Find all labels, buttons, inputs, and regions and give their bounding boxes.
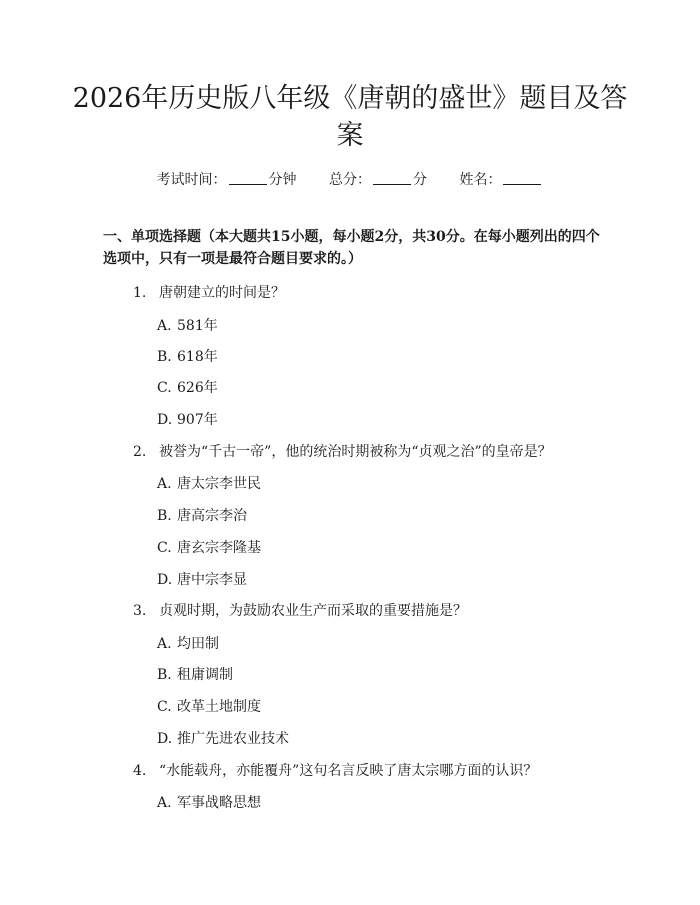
question-2-option-d: [157, 569, 247, 589]
question-2-option-c: [157, 537, 261, 557]
option-text: 均田制: [177, 636, 219, 652]
option-text: 改革土地制度: [177, 699, 261, 715]
question-1: [133, 282, 285, 302]
total-score-unit: 分: [413, 172, 427, 188]
option-letter: A.: [157, 318, 172, 334]
question-number: 2.: [133, 444, 147, 460]
total-score-label: 总分：: [329, 172, 371, 188]
option-text: 618年: [177, 349, 218, 365]
question-4: [133, 760, 537, 780]
option-letter: D.: [157, 731, 173, 747]
option-letter: D.: [157, 412, 173, 428]
question-number: 3.: [133, 603, 147, 619]
option-text: 626年: [177, 380, 218, 396]
option-text: 租庸调制: [177, 667, 233, 683]
question-text: 贞观时期，为鼓励农业生产而采取的重要措施是？: [159, 603, 467, 619]
option-text: 推广先进农业技术: [177, 731, 289, 747]
exam-time-field: [157, 172, 297, 188]
question-3: [133, 600, 467, 620]
option-letter: A.: [157, 476, 172, 492]
question-1-option-c: [157, 377, 218, 397]
question-2-option-a: [157, 473, 261, 493]
option-text: 907年: [177, 412, 218, 428]
option-text: 唐高宗李治: [177, 508, 247, 524]
option-text: 唐太宗李世民: [177, 476, 261, 492]
question-1-option-a: [157, 315, 218, 335]
question-3-option-a: [157, 633, 219, 653]
option-letter: C.: [157, 380, 172, 396]
question-number: 4.: [133, 763, 147, 779]
question-1-option-d: [157, 409, 218, 429]
option-letter: B.: [157, 508, 172, 524]
option-text: 581年: [177, 318, 218, 334]
question-1-option-b: [157, 346, 218, 366]
document-title: 2026年历史版八年级《唐朝的盛世》题目及答案: [72, 83, 628, 151]
exam-info-line: [0, 169, 700, 189]
option-letter: C.: [157, 540, 172, 556]
question-4-option-a: [157, 792, 261, 812]
option-letter: A.: [157, 636, 172, 652]
option-text: 唐玄宗李隆基: [177, 540, 261, 556]
question-3-option-c: [157, 696, 261, 716]
name-label: 姓名：: [459, 172, 502, 188]
question-text: 被誉为“千古一帝”，他的统治时期被称为“贞观之治”的皇帝是？: [159, 444, 552, 460]
option-letter: B.: [157, 349, 172, 365]
option-letter: D.: [157, 572, 173, 588]
name-blank: [503, 172, 541, 185]
total-score-field: [329, 172, 427, 188]
name-field: [459, 172, 543, 188]
option-letter: C.: [157, 699, 172, 715]
option-text: 唐中宗李显: [177, 572, 247, 588]
exam-time-label: 考试时间：: [156, 172, 227, 188]
option-letter: A.: [157, 795, 172, 811]
section-heading: 一、单项选择题（本大题共15小题，每小题2分，共30分。在每小题列出的四个选项中，只有一项是最符合题目要求的。）: [103, 229, 600, 267]
option-letter: B.: [157, 667, 172, 683]
question-text: 唐朝建立的时间是？: [159, 285, 285, 301]
total-score-blank: [373, 172, 411, 185]
question-text: “水能载舟，亦能覆舟”这句名言反映了唐太宗哪方面的认识？: [159, 763, 538, 779]
exam-time-blank: [229, 172, 267, 185]
question-2: [133, 441, 552, 461]
option-text: 军事战略思想: [177, 795, 261, 811]
question-number: 1.: [133, 285, 147, 301]
question-2-option-b: [157, 505, 247, 525]
exam-time-unit: 分钟: [268, 172, 297, 188]
question-3-option-d: [157, 728, 289, 748]
question-3-option-b: [157, 664, 233, 684]
